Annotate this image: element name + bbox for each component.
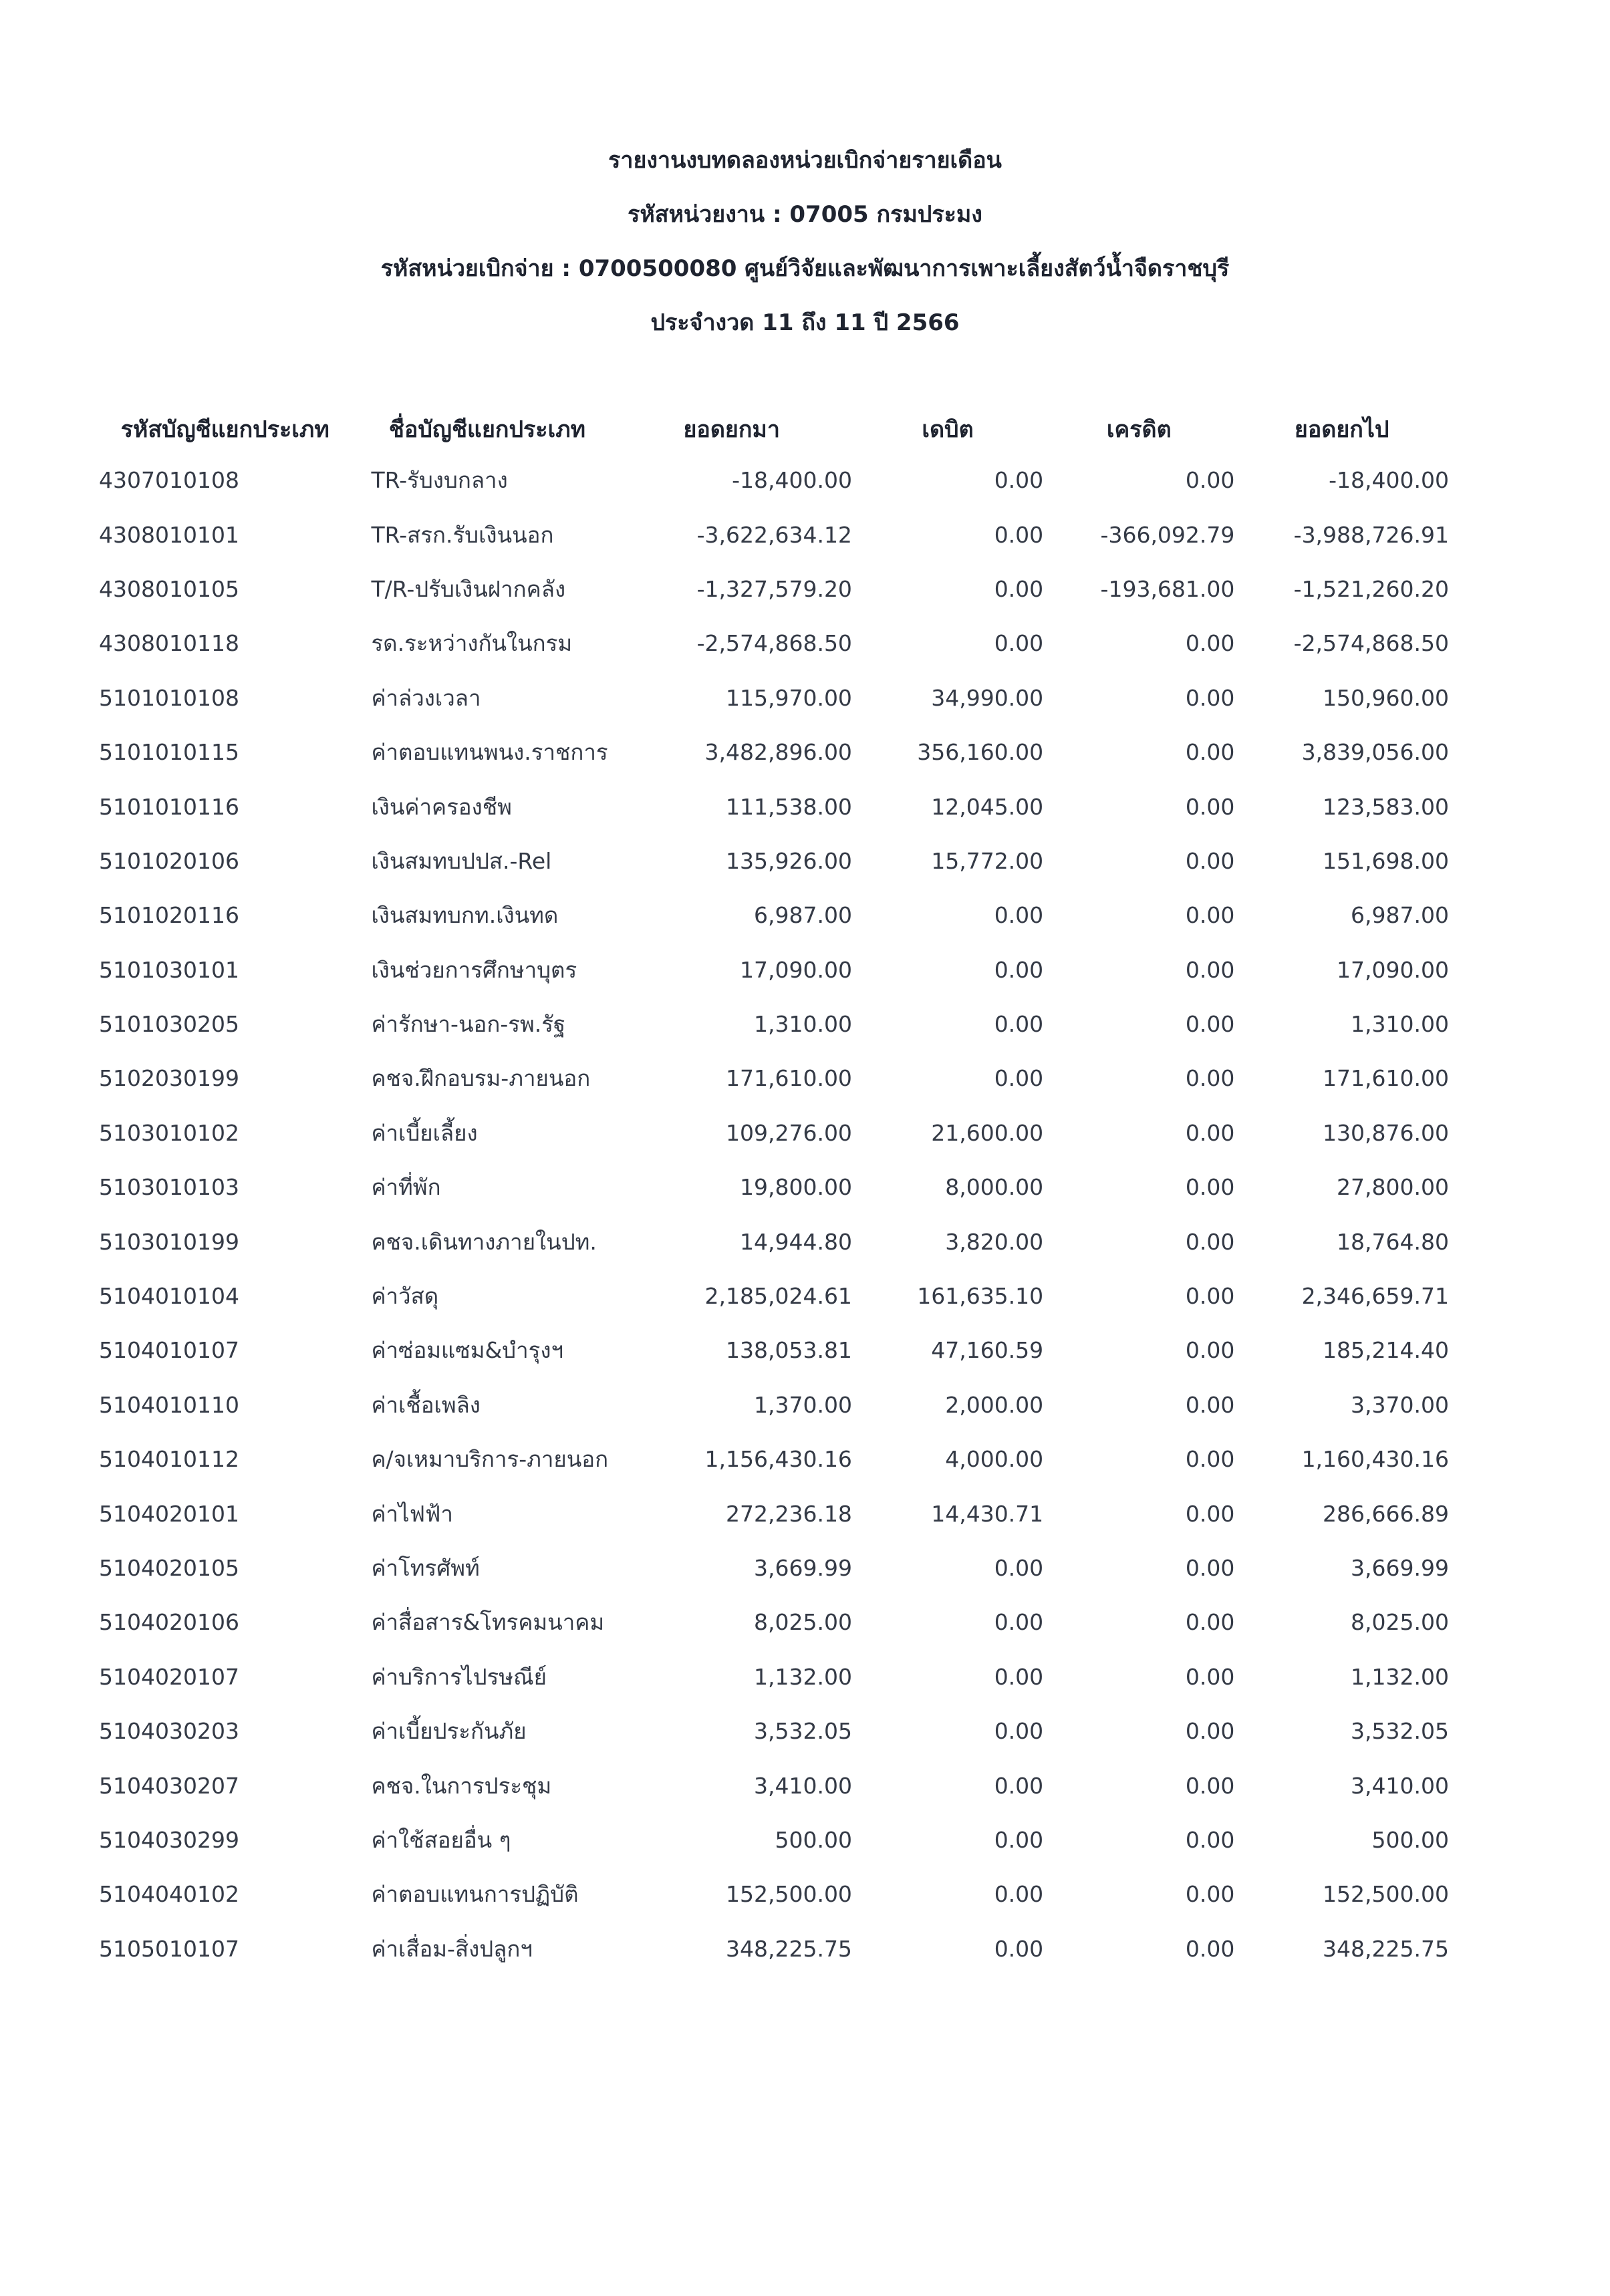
cell-credit: 0.00: [1185, 684, 1235, 711]
cell-account-name: เงินช่วยการศึกษาบุตร: [371, 956, 577, 983]
cell-credit: 0.00: [1185, 1337, 1235, 1364]
cell-account-code: 5104020106: [99, 1609, 239, 1636]
cell-credit: 0.00: [1185, 1500, 1235, 1527]
cell-closing-balance: 1,310.00: [1351, 1011, 1449, 1038]
cell-credit: 0.00: [1185, 1663, 1235, 1690]
cell-credit: 0.00: [1185, 1881, 1235, 1908]
cell-account-code: 5101010108: [99, 684, 239, 711]
cell-account-name: ค่าล่วงเวลา: [371, 684, 481, 711]
report-title: รายงานงบทดลองหน่วยเบิกจ่ายรายเดือน: [608, 147, 1002, 174]
table-row: [87, 1867, 1477, 1921]
cell-account-name: คชจ.ฝึกอบรม-ภายนอก: [371, 1065, 591, 1092]
cell-debit: 0.00: [994, 956, 1044, 983]
cell-account-name: ค่าวัสดุ: [371, 1283, 439, 1310]
table-row: [87, 834, 1477, 888]
cell-credit: 0.00: [1185, 956, 1235, 983]
cell-account-code: 5104010104: [99, 1283, 239, 1310]
cell-account-code: 5103010103: [99, 1174, 239, 1201]
table-row: [87, 1323, 1477, 1377]
cell-debit: 0.00: [994, 1718, 1044, 1745]
trial-balance-table: [87, 405, 1477, 1976]
cell-closing-balance: 130,876.00: [1323, 1119, 1449, 1146]
cell-credit: -366,092.79: [1100, 521, 1235, 548]
cell-account-name: ค่ารักษา-นอก-รพ.รัฐ: [371, 1011, 566, 1038]
cell-opening-balance: 3,482,896.00: [704, 739, 852, 766]
cell-closing-balance: -1,521,260.20: [1293, 575, 1449, 602]
cell-debit: 34,990.00: [931, 684, 1044, 711]
cell-debit: 15,772.00: [931, 847, 1044, 874]
cell-account-code: 4308010118: [99, 630, 239, 657]
table-row: [87, 453, 1477, 507]
cell-account-code: 4308010101: [99, 521, 239, 548]
disbursement-unit: รหัสหน่วยเบิกจ่าย : 0700500080 ศูนย์วิจัยและพัฒนาการเพาะเลี้ยงสัตว์น้ำจืดราชบุรี: [380, 255, 1230, 282]
cell-account-code: 5104010110: [99, 1391, 239, 1418]
cell-closing-balance: 18,764.80: [1337, 1228, 1449, 1255]
cell-credit: 0.00: [1185, 1772, 1235, 1799]
cell-credit: 0.00: [1185, 1555, 1235, 1581]
cell-credit: 0.00: [1185, 1391, 1235, 1418]
cell-closing-balance: 3,532.05: [1351, 1718, 1449, 1745]
cell-closing-balance: 348,225.75: [1323, 1935, 1449, 1962]
table-row: [87, 1704, 1477, 1758]
table-row: [87, 1106, 1477, 1160]
cell-credit: 0.00: [1185, 1826, 1235, 1853]
cell-credit: 0.00: [1185, 1609, 1235, 1636]
table-row: [87, 1214, 1477, 1268]
cell-account-code: 5103010102: [99, 1119, 239, 1146]
cell-opening-balance: 19,800.00: [739, 1174, 852, 1201]
cell-closing-balance: 185,214.40: [1323, 1337, 1449, 1364]
cell-opening-balance: 8,025.00: [753, 1609, 852, 1636]
table-body: [87, 453, 1477, 1976]
table-row: [87, 1922, 1477, 1976]
cell-account-name: ค่าเชื้อเพลิง: [371, 1391, 481, 1418]
cell-debit: 2,000.00: [945, 1391, 1044, 1418]
cell-debit: 14,430.71: [931, 1500, 1044, 1527]
cell-debit: 4,000.00: [945, 1446, 1044, 1473]
cell-closing-balance: 3,370.00: [1351, 1391, 1449, 1418]
cell-account-name: คชจ.ในการประชุม: [371, 1772, 552, 1799]
cell-credit: 0.00: [1185, 1283, 1235, 1310]
cell-debit: 0.00: [994, 1826, 1044, 1853]
cell-debit: 0.00: [994, 521, 1044, 548]
cell-account-code: 5101010116: [99, 793, 239, 820]
cell-closing-balance: 3,669.99: [1351, 1555, 1449, 1581]
cell-closing-balance: 152,500.00: [1323, 1881, 1449, 1908]
col-header-closing: ยอดยกไป: [1294, 416, 1389, 443]
cell-closing-balance: -3,988,726.91: [1293, 521, 1449, 548]
cell-account-name: คชจ.เดินทางภายในปท.: [371, 1228, 597, 1255]
cell-credit: 0.00: [1185, 1065, 1235, 1092]
cell-credit: 0.00: [1185, 847, 1235, 874]
col-header-debit: เดบิต: [922, 416, 974, 443]
col-header-code: รหัสบัญชีแยกประเภท: [120, 416, 329, 443]
cell-opening-balance: -18,400.00: [732, 467, 852, 494]
cell-debit: 0.00: [994, 630, 1044, 657]
cell-account-name: ค่าตอบแทนพนง.ราชการ: [371, 739, 608, 766]
cell-account-code: 5104030299: [99, 1826, 239, 1853]
cell-account-name: เงินสมทบกท.เงินทด: [371, 902, 559, 929]
cell-opening-balance: 115,970.00: [725, 684, 852, 711]
cell-opening-balance: 1,156,430.16: [704, 1446, 852, 1473]
table-row: [87, 1160, 1477, 1214]
cell-debit: 0.00: [994, 1065, 1044, 1092]
cell-closing-balance: 151,698.00: [1323, 847, 1449, 874]
cell-debit: 0.00: [994, 1881, 1044, 1908]
cell-closing-balance: 27,800.00: [1337, 1174, 1449, 1201]
cell-credit: -193,681.00: [1100, 575, 1235, 602]
cell-debit: 0.00: [994, 575, 1044, 602]
table-row: [87, 1486, 1477, 1540]
cell-account-code: 5101010115: [99, 739, 239, 766]
cell-debit: 356,160.00: [917, 739, 1044, 766]
cell-account-code: 5105010107: [99, 1935, 239, 1962]
cell-credit: 0.00: [1185, 1228, 1235, 1255]
cell-closing-balance: 3,839,056.00: [1301, 739, 1449, 766]
table-row: [87, 943, 1477, 997]
cell-opening-balance: 135,926.00: [725, 847, 852, 874]
cell-opening-balance: 109,276.00: [725, 1119, 852, 1146]
cell-debit: 161,635.10: [917, 1283, 1044, 1310]
col-header-name: ชื่อบัญชีแยกประเภท: [388, 416, 586, 443]
cell-account-name: ค่าใช้สอยอื่น ๆ: [371, 1826, 511, 1853]
table-row: [87, 1650, 1477, 1704]
cell-opening-balance: 6,987.00: [753, 902, 852, 929]
cell-closing-balance: -2,574,868.50: [1293, 630, 1449, 657]
cell-account-name: ค่าตอบแทนการปฏิบัติ: [371, 1881, 579, 1908]
cell-account-code: 5104020105: [99, 1555, 239, 1581]
cell-account-name: ค่าเบี้ยเลี้ยง: [371, 1119, 478, 1146]
cell-opening-balance: 1,132.00: [753, 1663, 852, 1690]
cell-opening-balance: 111,538.00: [725, 793, 852, 820]
cell-credit: 0.00: [1185, 630, 1235, 657]
cell-opening-balance: -2,574,868.50: [696, 630, 852, 657]
cell-account-code: 5102030199: [99, 1065, 239, 1092]
cell-debit: 0.00: [994, 1772, 1044, 1799]
cell-account-code: 5104020101: [99, 1500, 239, 1527]
table-row: [87, 1595, 1477, 1649]
cell-opening-balance: -3,622,634.12: [696, 521, 852, 548]
cell-credit: 0.00: [1185, 1119, 1235, 1146]
cell-debit: 0.00: [994, 1555, 1044, 1581]
cell-opening-balance: 1,370.00: [753, 1391, 852, 1418]
table-row: [87, 616, 1477, 670]
report-period: ประจำงวด 11 ถึง 11 ปี 2566: [650, 309, 960, 336]
cell-credit: 0.00: [1185, 467, 1235, 494]
cell-closing-balance: 500.00: [1371, 1826, 1449, 1853]
cell-credit: 0.00: [1185, 739, 1235, 766]
cell-account-name: ค่าสื่อสาร&โทรคมนาคม: [371, 1609, 605, 1636]
cell-closing-balance: 17,090.00: [1337, 956, 1449, 983]
cell-account-name: ค่าซ่อมแซม&บำรุงฯ: [371, 1337, 564, 1364]
agency-code: รหัสหน่วยงาน : 07005 กรมประมง: [628, 201, 982, 228]
cell-closing-balance: 6,987.00: [1351, 902, 1449, 929]
cell-account-name: เงินสมทบปปส.-Rel: [371, 847, 552, 874]
cell-account-name: เงินค่าครองชีพ: [371, 793, 512, 820]
cell-credit: 0.00: [1185, 1935, 1235, 1962]
cell-account-code: 5101030101: [99, 956, 239, 983]
cell-debit: 0.00: [994, 1609, 1044, 1636]
cell-account-code: 5104010107: [99, 1337, 239, 1364]
table-row: [87, 1541, 1477, 1595]
cell-opening-balance: 1,310.00: [753, 1011, 852, 1038]
table-row: [87, 507, 1477, 561]
cell-debit: 0.00: [994, 1663, 1044, 1690]
cell-account-code: 4308010105: [99, 575, 239, 602]
cell-debit: 21,600.00: [931, 1119, 1044, 1146]
cell-opening-balance: 272,236.18: [725, 1500, 852, 1527]
cell-closing-balance: 3,410.00: [1351, 1772, 1449, 1799]
cell-credit: 0.00: [1185, 793, 1235, 820]
cell-opening-balance: 138,053.81: [725, 1337, 852, 1364]
cell-opening-balance: 14,944.80: [739, 1228, 852, 1255]
cell-account-name: ค่าไฟฟ้า: [371, 1500, 453, 1527]
cell-opening-balance: 3,532.05: [753, 1718, 852, 1745]
cell-opening-balance: 171,610.00: [725, 1065, 852, 1092]
table-row: [87, 888, 1477, 942]
cell-account-code: 5101020116: [99, 902, 239, 929]
cell-debit: 3,820.00: [945, 1228, 1044, 1255]
cell-account-code: 5104040102: [99, 1881, 239, 1908]
cell-account-code: 4307010108: [99, 467, 239, 494]
table-row: [87, 1758, 1477, 1812]
cell-opening-balance: 3,410.00: [753, 1772, 852, 1799]
cell-account-name: ค่าบริการไปรษณีย์: [371, 1663, 547, 1690]
table-row: [87, 779, 1477, 833]
cell-closing-balance: 171,610.00: [1323, 1065, 1449, 1092]
cell-account-code: 5104010112: [99, 1446, 239, 1473]
cell-account-name: ค่าที่พัก: [371, 1174, 441, 1201]
cell-debit: 0.00: [994, 467, 1044, 494]
cell-opening-balance: 500.00: [775, 1826, 852, 1853]
cell-account-code: 5104020107: [99, 1663, 239, 1690]
table-row: [87, 1378, 1477, 1432]
table-row: [87, 997, 1477, 1051]
cell-opening-balance: 348,225.75: [725, 1935, 852, 1962]
cell-account-code: 5104030203: [99, 1718, 239, 1745]
cell-closing-balance: 1,132.00: [1351, 1663, 1449, 1690]
cell-opening-balance: 2,185,024.61: [704, 1283, 852, 1310]
cell-closing-balance: 8,025.00: [1351, 1609, 1449, 1636]
cell-debit: 0.00: [994, 1935, 1044, 1962]
cell-closing-balance: 2,346,659.71: [1301, 1283, 1449, 1310]
table-header-row: [87, 405, 1477, 453]
cell-closing-balance: 123,583.00: [1323, 793, 1449, 820]
cell-closing-balance: 150,960.00: [1323, 684, 1449, 711]
table-row: [87, 1269, 1477, 1323]
table-row: [87, 671, 1477, 725]
cell-debit: 0.00: [994, 902, 1044, 929]
cell-account-code: 5101030205: [99, 1011, 239, 1038]
cell-credit: 0.00: [1185, 1718, 1235, 1745]
cell-credit: 0.00: [1185, 1011, 1235, 1038]
cell-account-name: TR-รับงบกลาง: [371, 467, 508, 494]
cell-opening-balance: 17,090.00: [739, 956, 852, 983]
cell-debit: 12,045.00: [931, 793, 1044, 820]
cell-account-code: 5104030207: [99, 1772, 239, 1799]
cell-opening-balance: 3,669.99: [753, 1555, 852, 1581]
cell-account-name: T/R-ปรับเงินฝากคลัง: [371, 575, 566, 602]
cell-account-name: TR-สรก.รับเงินนอก: [371, 521, 554, 548]
cell-opening-balance: -1,327,579.20: [696, 575, 852, 602]
cell-closing-balance: 286,666.89: [1323, 1500, 1449, 1527]
cell-debit: 0.00: [994, 1011, 1044, 1038]
cell-closing-balance: 1,160,430.16: [1301, 1446, 1449, 1473]
table-row: [87, 1813, 1477, 1867]
table-row: [87, 1432, 1477, 1486]
table-row: [87, 1051, 1477, 1105]
cell-credit: 0.00: [1185, 1446, 1235, 1473]
cell-opening-balance: 152,500.00: [725, 1881, 852, 1908]
cell-debit: 8,000.00: [945, 1174, 1044, 1201]
col-header-opening: ยอดยกมา: [683, 416, 780, 443]
cell-debit: 47,160.59: [931, 1337, 1044, 1364]
cell-account-name: ค่าโทรศัพท์: [371, 1555, 480, 1581]
cell-credit: 0.00: [1185, 902, 1235, 929]
cell-account-name: ค/จเหมาบริการ-ภายนอก: [371, 1446, 609, 1473]
cell-closing-balance: -18,400.00: [1329, 467, 1449, 494]
col-header-credit: เครดิต: [1106, 416, 1172, 443]
cell-account-code: 5101020106: [99, 847, 239, 874]
cell-account-name: รด.ระหว่างกันในกรม: [371, 630, 573, 657]
cell-account-name: ค่าเบี้ยประกันภัย: [371, 1718, 527, 1745]
cell-credit: 0.00: [1185, 1174, 1235, 1201]
table-row: [87, 562, 1477, 616]
cell-account-name: ค่าเสื่อม-สิ่งปลูกฯ: [371, 1935, 533, 1962]
cell-account-code: 5103010199: [99, 1228, 239, 1255]
table-row: [87, 725, 1477, 779]
